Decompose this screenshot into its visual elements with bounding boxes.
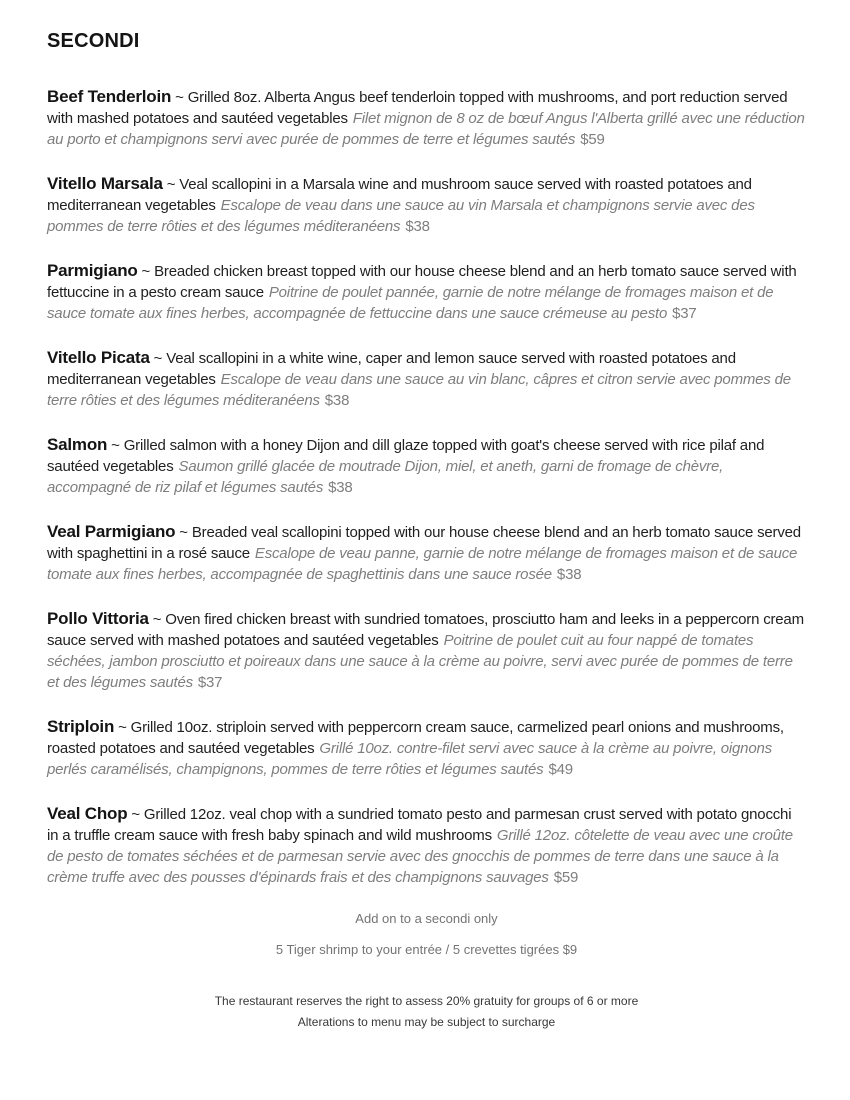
menu-item-description-fr: Filet mignon de 8 oz de bœuf Angus l'Alberta grillé avec une réduction au porto et champignons servi avec purée de pommes de terre et légumes sautés	[47, 110, 805, 148]
menu-item-description-en: Breaded veal scallopini topped with our house cheese blend and an herb tomato sauce served with spaghettini in a rosé sauce	[47, 524, 801, 562]
menu-item-description-fr: Grillé 12oz. côtelette de veau avec une croûte de pesto de tomates séchées et de parmesan servie avec des gnocchis de pommes de terre dans une sauce à la crème truffe avec des pousses d'épinards frais et des champignons sauvages	[47, 827, 793, 886]
menu-item-description-en: Grilled 10oz. striploin served with peppercorn cream sauce, carmelized pearl onions and mushrooms, roasted potatoes and sautéed vegetables	[47, 719, 784, 757]
menu-item-price: $38	[324, 392, 350, 409]
menu-item-description-fr: Escalope de veau panne, garnie de notre mélange de fromages maison et de sauce tomate aux fines herbes, accompagnée de spaghettinis dans une sauce rosée	[47, 545, 798, 583]
menu-item-description-en: Grilled 8oz. Alberta Angus beef tenderloin topped with mushrooms, and port reduction served with mashed potatoes and sautéed vegetables	[47, 89, 788, 127]
menu-item-price: $38	[328, 479, 353, 496]
menu-item	[47, 608, 806, 693]
menu-item-description-fr: Poitrine de poulet cuit au four nappé de tomates séchées, jambon prosciutto et poireaux dans une sauce à la crème au poivre, servi avec purée de pommes de terre et des légumes sautés	[47, 632, 793, 691]
surcharge-note: Alterations to menu may be subject to surcharge	[297, 1015, 556, 1029]
menu-item-separator: ~	[137, 263, 155, 280]
addon-item: 5 Tiger shrimp to your entrée / 5 crevettes tigrées $9	[275, 942, 578, 957]
menu-item-description-en: Veal scallopini in a Marsala wine and mushroom sauce served with roasted potatoes and mediterranean vegetables	[47, 176, 752, 214]
menu-item	[47, 173, 806, 237]
menu-item	[47, 716, 806, 780]
menu-item	[47, 803, 806, 888]
menu-item-separator: ~	[149, 350, 167, 367]
menu-item	[47, 86, 806, 150]
menu-item-price: $37	[197, 674, 223, 691]
addon-section	[47, 911, 806, 957]
menu-item-name: Vitello Picata	[47, 348, 150, 367]
menu-item-price: $38	[556, 566, 582, 583]
gratuity-note: The restaurant reserves the right to assess 20% gratuity for groups of 6 or more	[214, 994, 639, 1008]
footer-section	[47, 991, 806, 1033]
menu-item-name: Beef Tenderloin	[47, 87, 172, 106]
menu-item-name: Striploin	[47, 717, 115, 736]
menu-item-separator: ~	[162, 176, 180, 193]
menu-item-description-en: Oven fired chicken breast with sundried tomatoes, prosciutto ham and leeks in a peppercorn cream sauce served with mashed potatoes and sautéed vegetables	[47, 611, 804, 649]
menu-item-separator: ~	[114, 719, 131, 736]
menu-item-description-fr: Escalope de veau dans une sauce au vin blanc, câpres et citron servie avec pommes de terre rôties et des légumes méditeranéens	[47, 371, 791, 409]
menu-item-name: Vitello Marsala	[47, 174, 163, 193]
menu-item-description-en: Grilled 12oz. veal chop with a sundried tomato pesto and parmesan crust served with potato gnocchi in a truffle cream sauce with fresh baby spinach and wild mushrooms	[47, 806, 792, 844]
menu-item-price: $59	[553, 869, 579, 886]
menu-item-description-fr: Escalope de veau dans une sauce au vin Marsala et champignons servie avec des pommes de terre rôties et des légumes méditeranéens	[47, 197, 755, 235]
menu-item	[47, 347, 806, 411]
menu-item-description-en: Veal scallopini in a white wine, caper and lemon sauce served with roasted potatoes and mediterranean vegetables	[47, 350, 736, 388]
menu-item-description-en: Breaded chicken breast topped with our house cheese blend and an herb tomato sauce served with fettuccine in a pesto cream sauce	[47, 263, 797, 301]
menu-item-price: $49	[548, 761, 573, 778]
menu-item-description-fr: Poitrine de poulet pannée, garnie de notre mélange de fromages maison et de sauce tomate aux fines herbes, accompagnée de fettuccine dans une sauce crémeuse au pesto	[47, 284, 774, 322]
menu-item-name: Pollo Vittoria	[47, 609, 149, 628]
menu-item-separator: ~	[175, 524, 192, 541]
menu-item-price: $38	[405, 218, 430, 235]
menu-item-separator: ~	[171, 89, 188, 106]
menu-item-name: Veal Chop	[47, 804, 128, 823]
menu-item-separator: ~	[148, 611, 166, 628]
menu-item-separator: ~	[127, 806, 144, 823]
menu-item	[47, 521, 806, 585]
menu-item	[47, 434, 806, 498]
menu-item-name: Parmigiano	[47, 261, 138, 280]
menu-item-price: $37	[672, 305, 697, 322]
menu-item-price: $59	[580, 131, 605, 148]
menu-item	[47, 260, 806, 324]
menu-item-description-fr: Grillé 10oz. contre-filet servi avec sauce à la crème au poivre, oignons perlés caramélisés, champignons, pommes de terre rôties et légumes sautés	[47, 740, 772, 778]
menu-item-name: Salmon	[47, 435, 108, 454]
menu-list	[47, 86, 806, 888]
menu-item-name: Veal Parmigiano	[47, 522, 176, 541]
menu-item-description-en: Grilled salmon with a honey Dijon and dill glaze topped with goat's cheese served with rice pilaf and sautéed vegetables	[47, 437, 765, 475]
addon-note: Add on to a secondi only	[355, 911, 498, 926]
menu-item-description-fr: Saumon grillé glacée de moutrade Dijon, miel, et aneth, garni de fromage de chèvre, accompagné de riz pilaf et légumes sautés	[47, 458, 724, 496]
page-title: SECONDI	[47, 30, 140, 52]
menu-item-separator: ~	[107, 437, 124, 454]
